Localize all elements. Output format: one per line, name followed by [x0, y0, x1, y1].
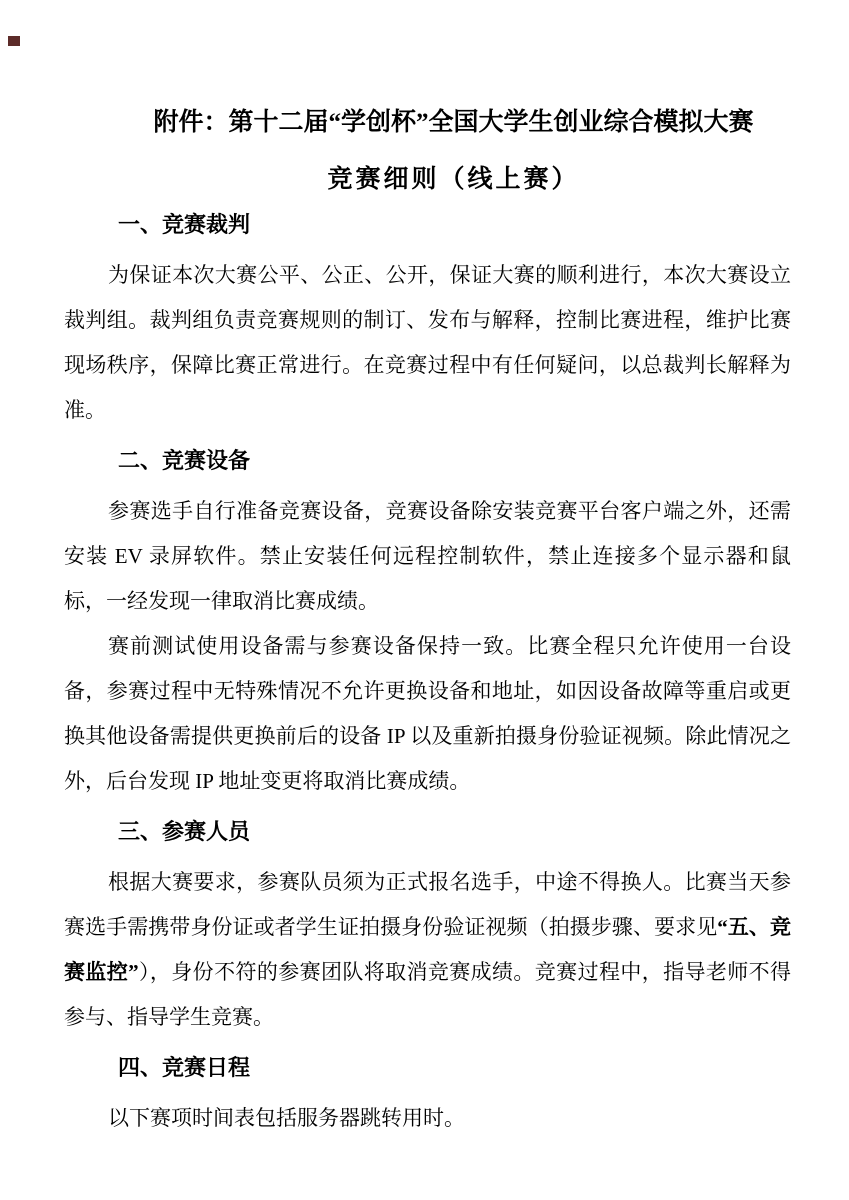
paragraph-equipment-2: 赛前测试使用设备需与参赛设备保持一致。比赛全程只允许使用一台设备，参赛过程中无特殊情况不允许更换设备和地址，如因设备故障等重启或更换其他设备需提供更换前后的设备 IP 以及重新拍摄身份验证视频。除此情况之外，后台发现 IP 地址变更将取消比赛成绩。 [64, 634, 791, 793]
section-heading-judges: 一、竞赛裁判 [118, 212, 251, 237]
paragraph-text-before: 根据大赛要求，参赛队员须为正式报名选手，中途不得换人。比赛当天参赛选手需携带身份证或者学生证拍摄身份验证视频（拍摄步骤、要求见 [64, 870, 791, 939]
paragraph-text-after: ），身份不符的参赛团队将取消竞赛成绩。竞赛过程中，指导老师不得参与、指导学生竞赛。 [64, 960, 792, 1029]
corner-artifact-mark [8, 36, 20, 46]
paragraph-schedule: 以下赛项时间表包括服务器跳转用时。 [108, 1106, 465, 1130]
paragraph-judges: 为保证本次大赛公平、公正、公开，保证大赛的顺利进行，本次大赛设立裁判组。裁判组负责竞赛规则的制订、发布与解释，控制比赛进程，维护比赛现场秩序，保障比赛正常进行。在竞赛过程中有任何疑问，以总裁判长解释为准。 [64, 263, 791, 422]
section-heading-participants: 三、参赛人员 [118, 819, 251, 844]
paragraph-equipment-1: 参赛选手自行准备竞赛设备，竞赛设备除安装竞赛平台客户端之外，还需安装 EV 录屏软件。禁止安装任何远程控制软件，禁止连接多个显示器和鼠标，一经发现一律取消比赛成绩。 [64, 499, 791, 613]
document-subtitle: 竞赛细则（线上赛） [327, 166, 580, 193]
section-heading-equipment: 二、竞赛设备 [118, 448, 251, 473]
document-title: 附件：第十二届“学创杯”全国大学生创业综合模拟大赛 [153, 109, 754, 136]
bold-cross-reference: “五、竞赛监控” [64, 915, 792, 984]
paragraph-participants [64, 860, 791, 1040]
section-heading-schedule: 四、竞赛日程 [118, 1055, 251, 1080]
